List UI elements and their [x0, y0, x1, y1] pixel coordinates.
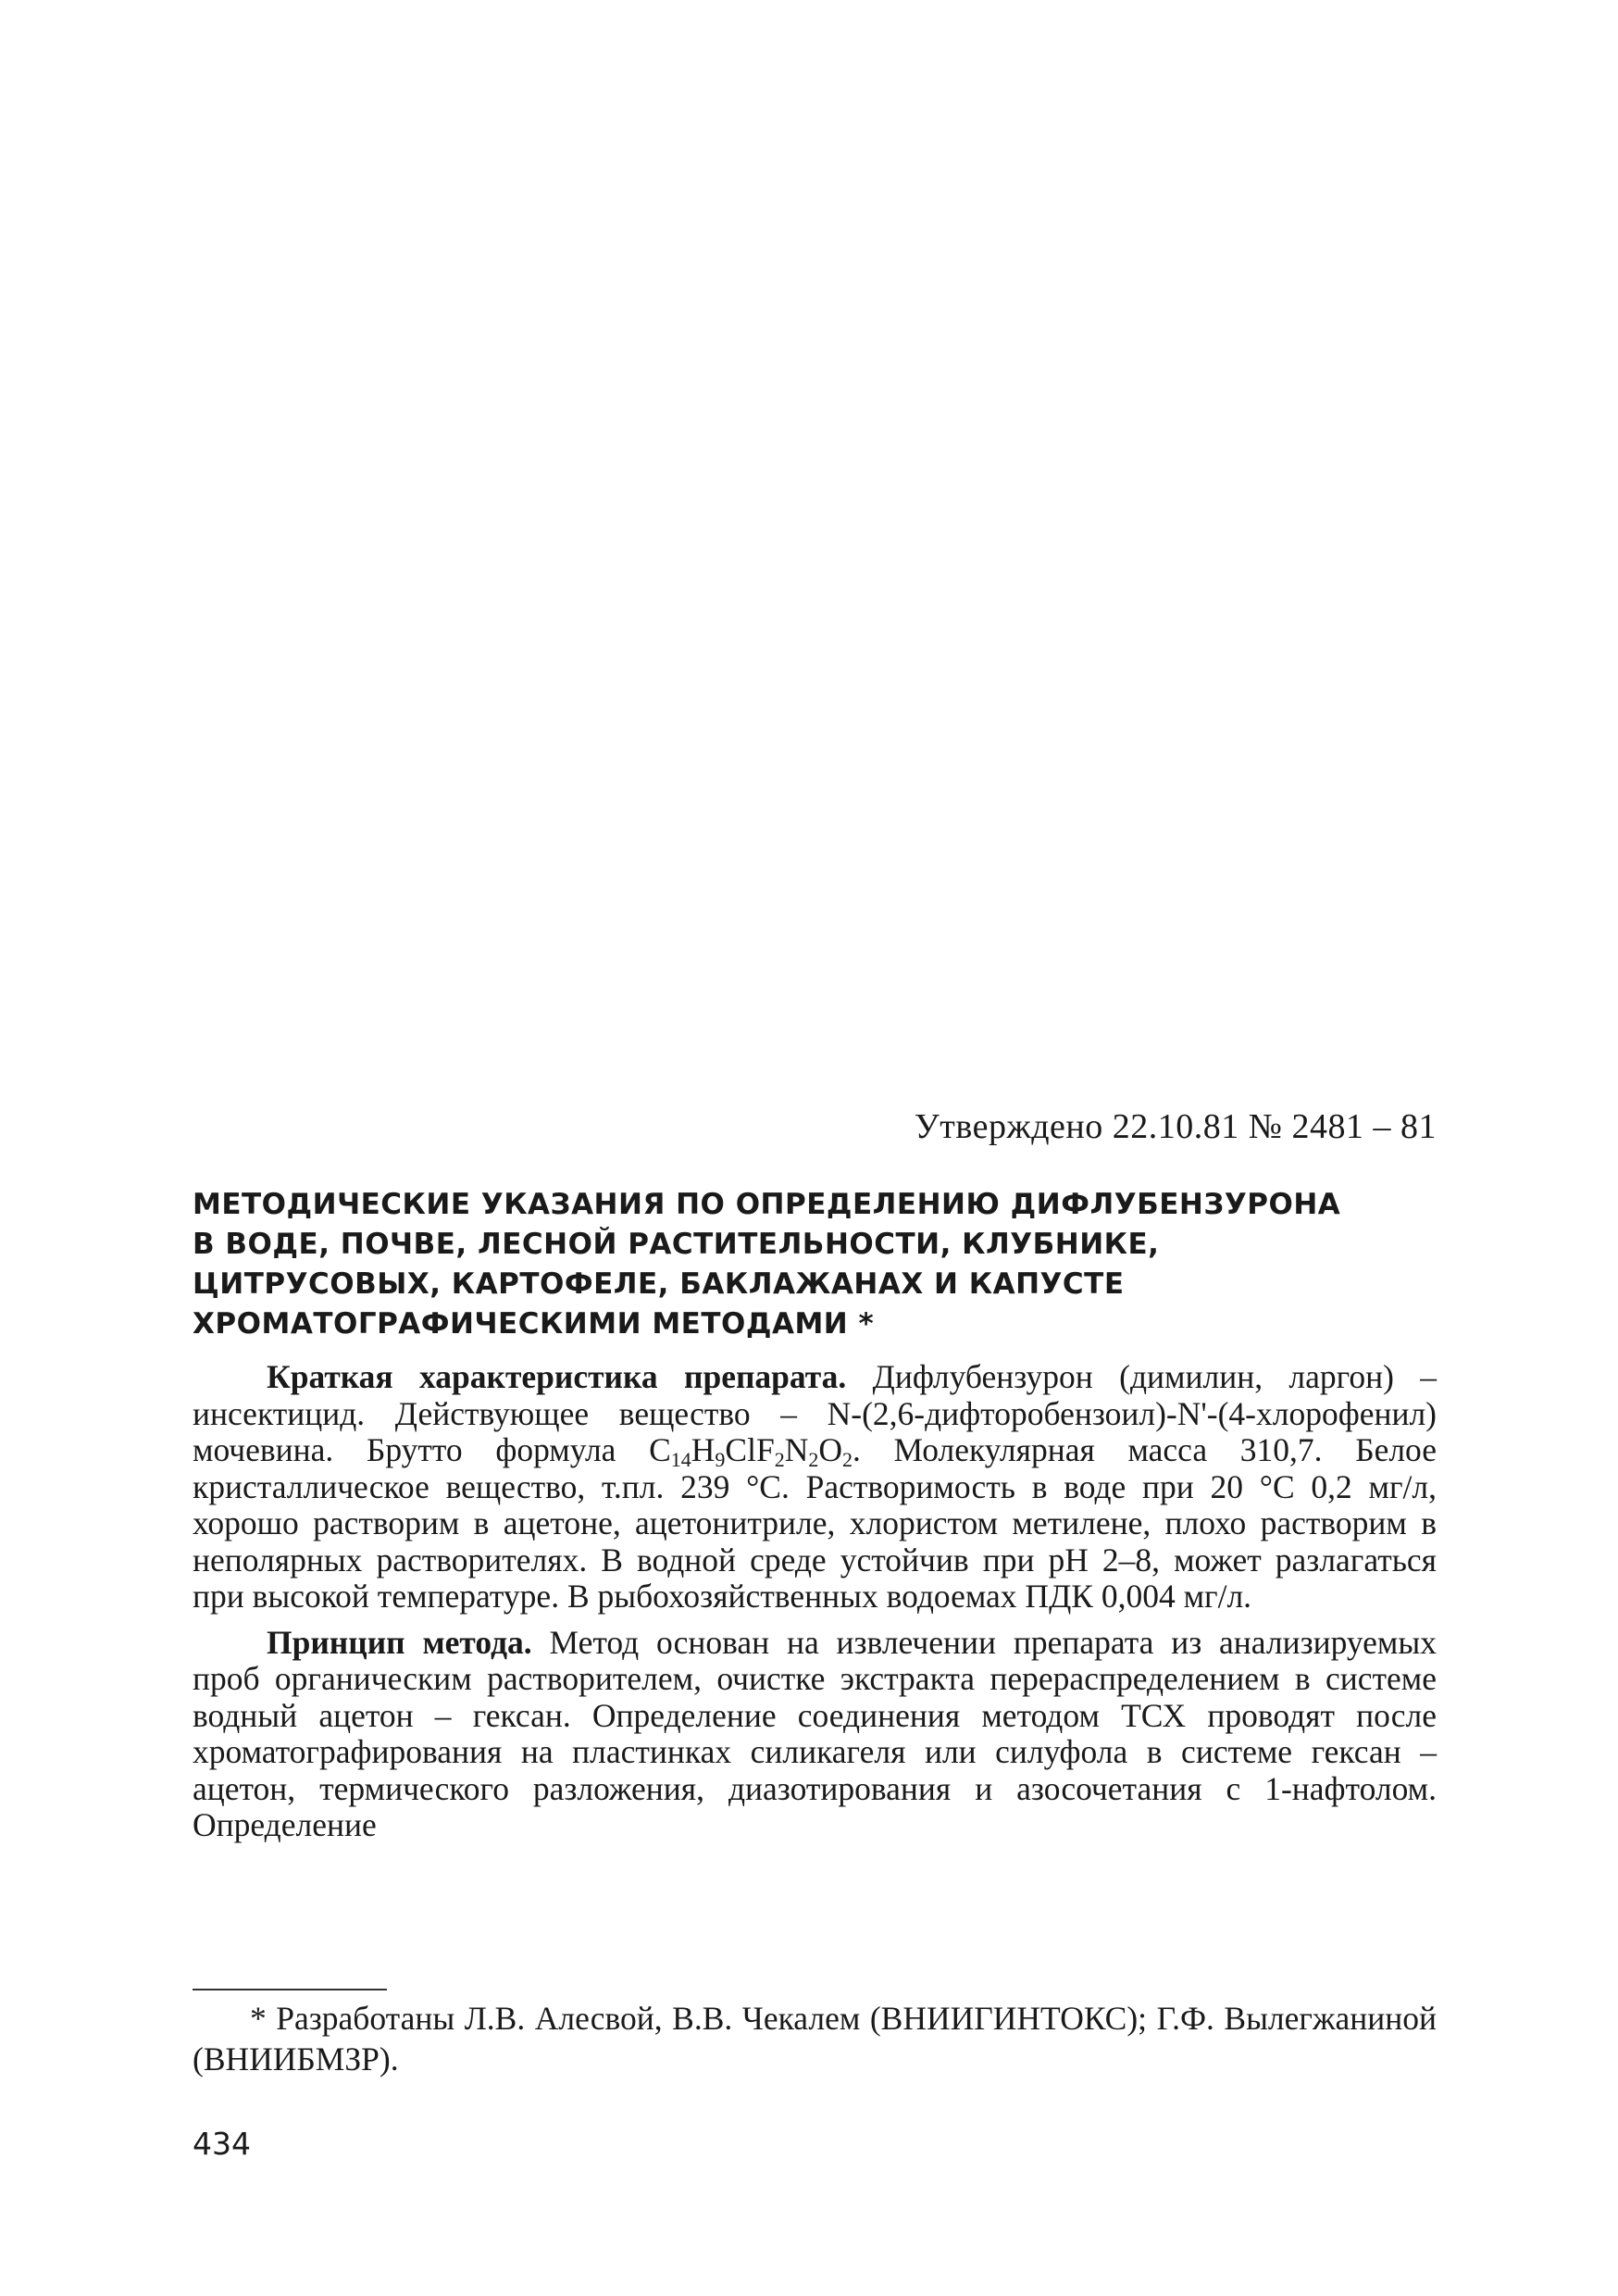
- formula-subscript: 9: [715, 1448, 726, 1471]
- title-line: ЦИТРУСОВЫХ, КАРТОФЕЛЕ, БАКЛАЖАНАХ И КАПУСТЕ: [193, 1267, 1125, 1301]
- body-text: [193, 1359, 1437, 1844]
- formula-element: O: [818, 1431, 842, 1468]
- footnote-divider: [193, 1989, 387, 1990]
- paragraph-lead: Краткая характеристика препарата.: [267, 1358, 847, 1395]
- formula-subscript: 14: [670, 1448, 691, 1471]
- title-line: В ВОДЕ, ПОЧВЕ, ЛЕСНОЙ РАСТИТЕЛЬНОСТИ, КЛУБНИКЕ,: [193, 1228, 1160, 1261]
- title-line: МЕТОДИЧЕСКИЕ УКАЗАНИЯ ПО ОПРЕДЕЛЕНИЮ ДИФЛУБЕНЗУРОНА: [193, 1188, 1341, 1221]
- formula-element: H: [691, 1431, 716, 1468]
- approval-note: Утверждено 22.10.81 № 2481 – 81: [914, 1107, 1437, 1146]
- paragraph-characteristics: [193, 1359, 1437, 1616]
- document-title: [193, 1185, 1396, 1344]
- formula-subscript: 2: [808, 1448, 819, 1471]
- formula-subscript: 2: [774, 1448, 785, 1471]
- footnote: * Разработаны Л.В. Алесвой, В.В. Чекалем (ВНИИГИНТОКС); Г.Ф. Вылегжаниной (ВНИИБМЗР).: [193, 2000, 1437, 2078]
- chemical-formula: [649, 1431, 853, 1471]
- formula-element: C: [649, 1431, 671, 1468]
- paragraph-method-principle: [193, 1625, 1437, 1844]
- paragraph-text: Метод основан на извлечении препарата из анализируемых проб органическим растворителем, очистке экстракта перераспределением в системе водный ацетон – гексан. Определение соединения методом ТСХ проводят после хроматографирования на пластинках силикагеля или силуфола в системе гексан – ацетон, термического разложения, диазотирования и азосочетания с 1-нафтолом. Определение: [193, 1623, 1437, 1843]
- formula-element: ClF: [725, 1431, 775, 1468]
- formula-subscript: 2: [842, 1448, 853, 1471]
- formula-element: N: [784, 1431, 809, 1468]
- paragraph-text: Дифлубензурон (димилин, ларгон) – инсектицид. Действующее вещество – N-(2,6-дифторобензоил)-N'-(4-хлорофенил) мочевина. Брутто формула: [193, 1358, 1437, 1468]
- paragraph-text: . Молекулярная масса 310,7. Белое кристаллическое вещество, т.пл. 239 °С. Растворимость в воде при 20 °С 0,2 мг/л, хорошо растворим в ацетоне, ацетонитриле, хлористом метилене, плохо растворим в неполярных растворителях. В водной среде устойчив при рН 2–8, может разлагаться при высокой температуре. В рыбохозяйственных водоемах ПДК 0,004 мг/л.: [193, 1431, 1437, 1615]
- title-line: ХРОМАТОГРАФИЧЕСКИМИ МЕТОДАМИ *: [193, 1307, 875, 1341]
- paragraph-lead: Принцип метода.: [267, 1623, 532, 1661]
- page-number: 434: [193, 2126, 251, 2162]
